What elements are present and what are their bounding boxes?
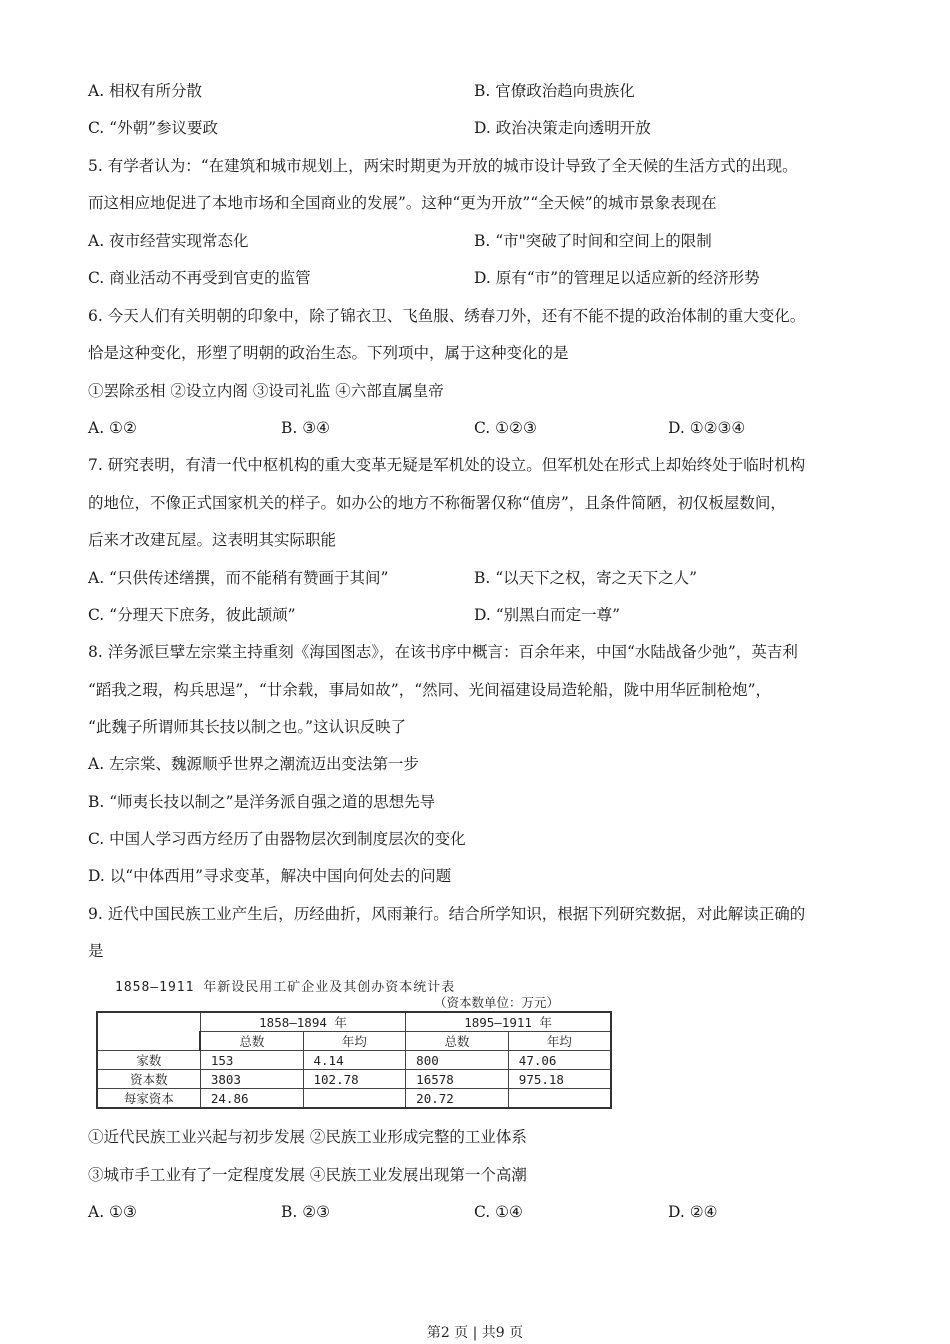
q9-option-d: D. ②④ xyxy=(668,1203,718,1221)
q6-option-b: B. ③④ xyxy=(281,419,331,437)
table-subheader-total: 总数 xyxy=(200,1032,303,1051)
q7-option-b: B. “以天下之权，寄之天下之人” xyxy=(474,569,698,587)
q5-option-c: C. 商业活动不再受到官吏的监管 xyxy=(88,269,311,287)
q7-option-d: D. “别黑白而定一尊” xyxy=(474,606,621,624)
table-cell: 47.06 xyxy=(508,1051,611,1070)
table-header-row xyxy=(97,1012,611,1032)
q7-option-a: A. “只供传述缮撰，而不能稍有赞画于其间” xyxy=(88,569,389,587)
table-cell xyxy=(508,1089,611,1109)
q7-option-c: C. “分理天下庶务，彼此颉颃” xyxy=(88,606,296,624)
q9-option-a: A. ①③ xyxy=(88,1203,137,1221)
table-row xyxy=(97,1051,611,1070)
q9-option-c: C. ①④ xyxy=(474,1203,523,1221)
table-cell: 975.18 xyxy=(508,1070,611,1089)
table-subheader-total: 总数 xyxy=(406,1032,509,1051)
table-title: 1858—1911 年新设民用工矿企业及其创办资本统计表 xyxy=(115,980,456,995)
q9-stem-line1: 9. 近代中国民族工业产生后，历经曲折，风雨兼行。结合所学知识，根据下列研究数据，对此解读正确的 xyxy=(88,905,806,923)
q9-statements-line1: ①近代民族工业兴起与初步发展 ②民族工业形成完整的工业体系 xyxy=(88,1128,527,1146)
statistics-table xyxy=(96,1011,612,1109)
table-cell: 153 xyxy=(200,1051,303,1070)
table-unit-note: （资本数单位：万元） xyxy=(434,995,560,1010)
table-corner-cell xyxy=(97,1012,200,1051)
q4-option-c: C. “外朝”参议要政 xyxy=(88,119,219,137)
table-row-label: 资本数 xyxy=(97,1070,200,1089)
table-subheader-avg: 年均 xyxy=(508,1032,611,1051)
q8-option-b: B. “师夷长技以制之”是洋务派自强之道的思想先导 xyxy=(88,793,436,811)
q8-option-a: A. 左宗棠、魏源顺乎世界之潮流迈出变法第一步 xyxy=(88,755,420,773)
table-period2-header: 1895—1911 年 xyxy=(406,1012,611,1032)
q8-option-c: C. 中国人学习西方经历了由器物层次到制度层次的变化 xyxy=(88,830,466,848)
table-subheader-avg: 年均 xyxy=(303,1032,406,1051)
q5-option-d: D. 原有“市”的管理足以适应新的经济形势 xyxy=(474,269,760,287)
table-row-label: 家数 xyxy=(97,1051,200,1070)
q4-option-b: B. 官僚政治趋向贵族化 xyxy=(474,82,635,100)
q5-option-a: A. 夜市经营实现常态化 xyxy=(88,232,249,250)
q7-stem-line2: 的地位，不像正式国家机关的样子。如办公的地方不称衙署仅称“值房”，且条件简陋，初仅板屋数间， xyxy=(88,494,786,512)
q7-stem-line3: 后来才改建瓦屋。这表明其实际职能 xyxy=(88,531,337,549)
q9-statements-line2: ③城市手工业有了一定程度发展 ④民族工业发展出现第一个高潮 xyxy=(88,1166,527,1184)
table-cell: 20.72 xyxy=(406,1089,509,1109)
table-row xyxy=(97,1089,611,1109)
q9-stem-line2: 是 xyxy=(88,942,104,960)
table-cell xyxy=(303,1089,406,1109)
table-cell: 4.14 xyxy=(303,1051,406,1070)
q6-option-d: D. ①②③④ xyxy=(668,419,746,437)
table-cell: 3803 xyxy=(200,1070,303,1089)
table-cell: 102.78 xyxy=(303,1070,406,1089)
q6-option-c: C. ①②③ xyxy=(474,419,537,437)
q6-stem-line1: 6. 今天人们有关明朝的印象中，除了锦衣卫、飞鱼服、绣春刀外，还有不能不提的政治体制的重大变化。 xyxy=(88,307,806,325)
q8-stem-line3: “此魏子所谓师其长技以制之也。”这认识反映了 xyxy=(88,718,407,736)
q5-stem-line2: 而这相应地促进了本地市场和全国商业的发展”。这种“更为开放”“全天候”的城市景象表现在 xyxy=(88,194,717,212)
q6-statements: ①罢除丞相 ②设立内阁 ③设司礼监 ④六部直属皇帝 xyxy=(88,382,444,400)
table-cell: 800 xyxy=(406,1051,509,1070)
q6-stem-line2: 恰是这种变化，形塑了明朝的政治生态。下列项中，属于这种变化的是 xyxy=(88,344,569,362)
q9-option-b: B. ②③ xyxy=(281,1203,331,1221)
q5-stem-line1: 5. 有学者认为：“在建筑和城市规划上，两宋时期更为开放的城市设计导致了全天候的生活方式的出现。 xyxy=(88,157,798,175)
table-cell: 24.86 xyxy=(200,1089,303,1109)
q8-stem-line1: 8. 洋务派巨擘左宗棠主持重刻《海国图志》，在该书序中概言：百余年来，中国“水陆战备少弛”，英吉利 xyxy=(88,643,798,661)
q4-option-d: D. 政治决策走向透明开放 xyxy=(474,119,651,137)
page-footer: 第2 页 | 共9 页 xyxy=(426,1325,524,1341)
table-row xyxy=(97,1070,611,1089)
q5-option-b: B. “市"突破了时间和空间上的限制 xyxy=(474,232,712,250)
table-period1-header: 1858—1894 年 xyxy=(200,1012,405,1032)
q8-option-d: D. 以“中体西用”寻求变革，解决中国向何处去的问题 xyxy=(88,867,452,885)
table-cell: 16578 xyxy=(406,1070,509,1089)
q6-option-a: A. ①② xyxy=(88,419,137,437)
q7-stem-line1: 7. 研究表明，有清一代中枢机构的重大变革无疑是军机处的设立。但军机处在形式上却始终处于临时机构 xyxy=(88,456,806,474)
table-row-label: 每家资本 xyxy=(97,1089,200,1109)
q4-option-a: A. 相权有所分散 xyxy=(88,82,203,100)
q8-stem-line2: “蹈我之瑕，构兵思逞”，“廿余载，事局如故”，“然同、光间福建设局造轮船，陇中用华匠制枪炮”， xyxy=(88,681,772,699)
